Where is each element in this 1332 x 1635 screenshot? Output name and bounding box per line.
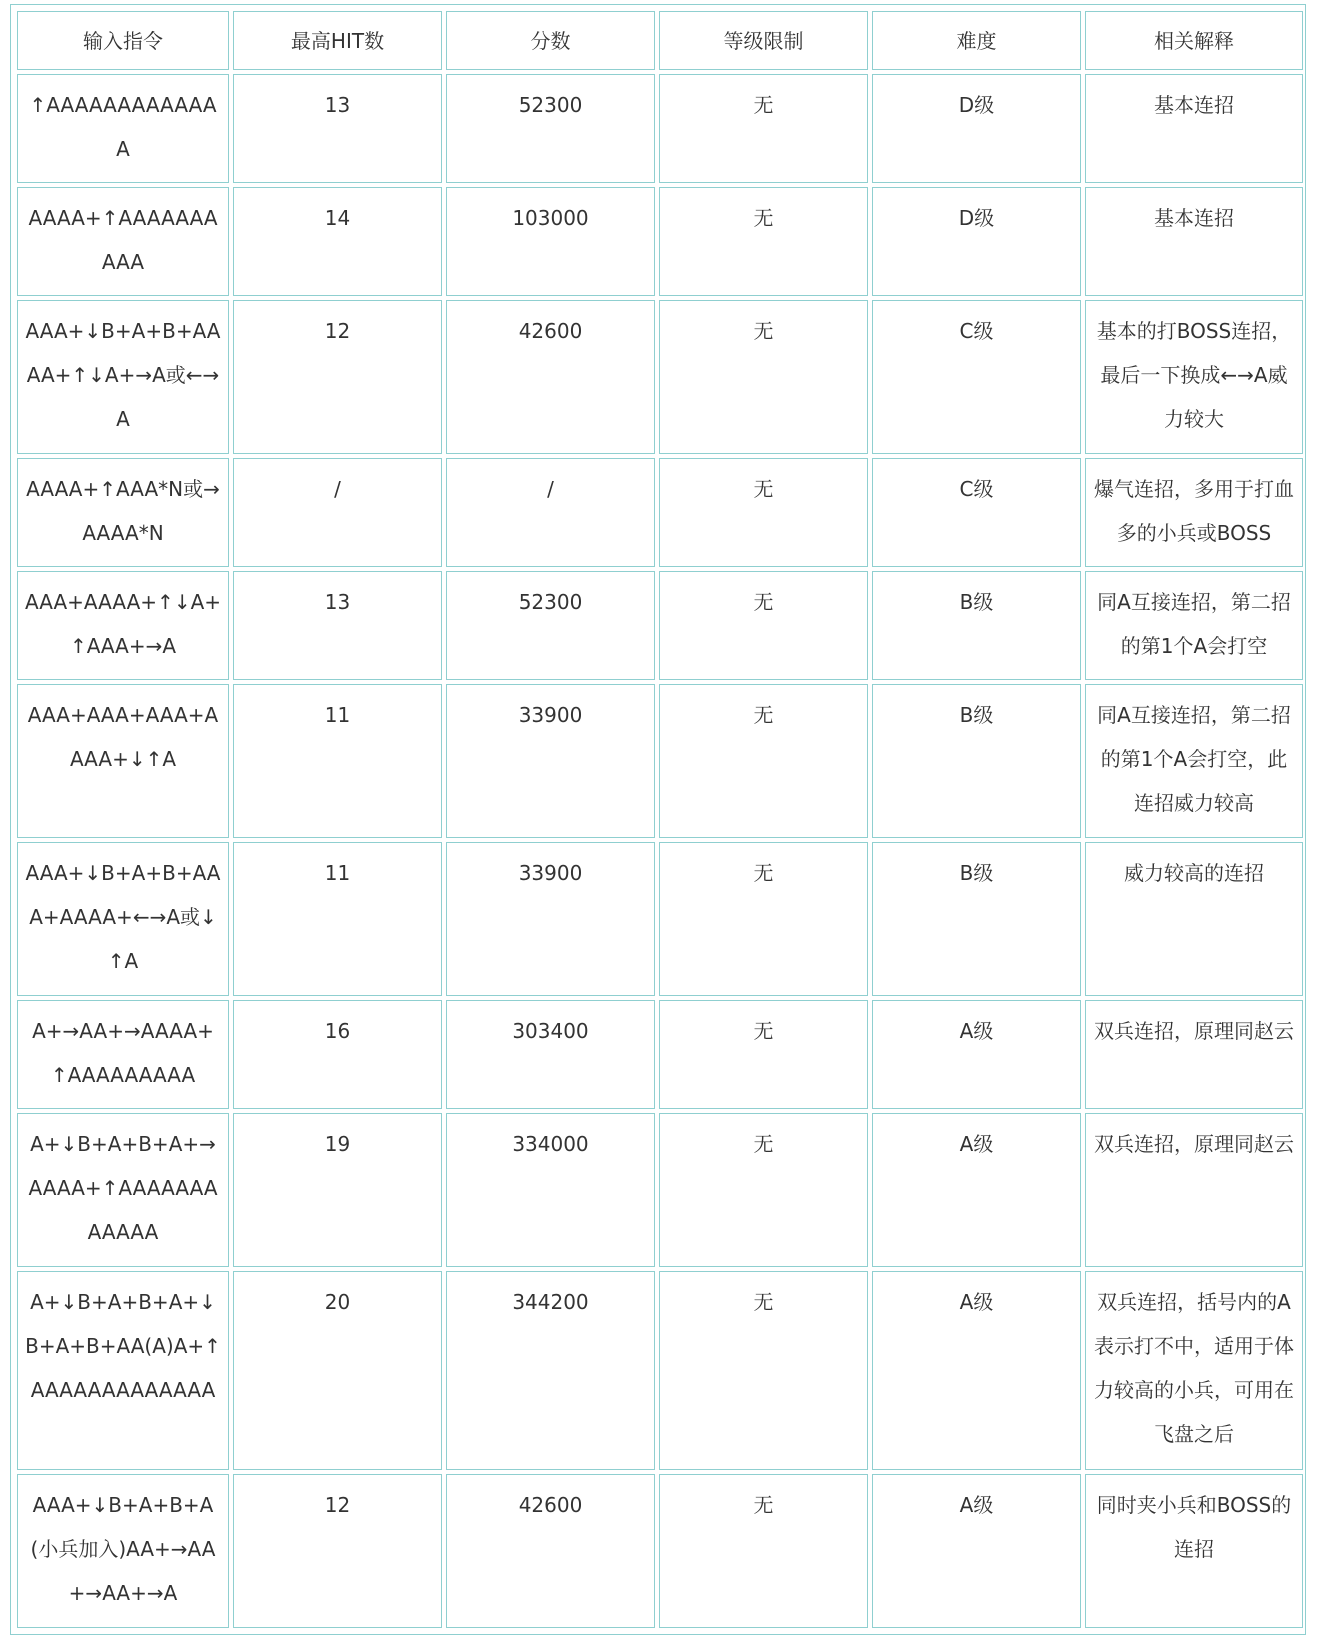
cell-level: 无 — [659, 684, 868, 838]
cell-difficulty: C级 — [872, 300, 1081, 454]
table-row — [17, 458, 1303, 567]
table-row — [17, 1000, 1303, 1109]
cell-hits: 12 — [233, 300, 442, 454]
cell-score: 42600 — [446, 300, 655, 454]
cell-score: 42600 — [446, 1474, 655, 1628]
cell-hits: 13 — [233, 74, 442, 183]
cell-input: AAAA+↑AAAAAAAAAA — [17, 187, 229, 296]
cell-difficulty: B级 — [872, 842, 1081, 996]
cell-hits: 13 — [233, 571, 442, 680]
cell-level: 无 — [659, 458, 868, 567]
table-row — [17, 1113, 1303, 1267]
header-difficulty: 难度 — [872, 11, 1081, 70]
cell-note: 基本的打BOSS连招，最后一下换成←→A威力较大 — [1085, 300, 1303, 454]
cell-difficulty: A级 — [872, 1113, 1081, 1267]
combo-table — [13, 7, 1307, 1632]
cell-note: 基本连招 — [1085, 74, 1303, 183]
table-row — [17, 1271, 1303, 1470]
cell-level: 无 — [659, 571, 868, 680]
table-row — [17, 571, 1303, 680]
header-score: 分数 — [446, 11, 655, 70]
cell-difficulty: C级 — [872, 458, 1081, 567]
cell-level: 无 — [659, 1271, 868, 1470]
cell-input: A+↓B+A+B+A+→AAAA+↑AAAAAAAAAAAA — [17, 1113, 229, 1267]
cell-level: 无 — [659, 300, 868, 454]
table-header-row — [17, 11, 1303, 70]
cell-note: 威力较高的连招 — [1085, 842, 1303, 996]
cell-score: 303400 — [446, 1000, 655, 1109]
cell-input: A+↓B+A+B+A+↓B+A+B+AA(A)A+↑AAAAAAAAAAAAA — [17, 1271, 229, 1470]
header-note: 相关解释 — [1085, 11, 1303, 70]
cell-note: 同时夹小兵和BOSS的连招 — [1085, 1474, 1303, 1628]
cell-note: 爆气连招，多用于打血多的小兵或BOSS — [1085, 458, 1303, 567]
cell-hits: 11 — [233, 842, 442, 996]
cell-note: 基本连招 — [1085, 187, 1303, 296]
cell-input: AAA+↓B+A+B+A(小兵加入)AA+→AA+→AA+→A — [17, 1474, 229, 1628]
table-row — [17, 1474, 1303, 1628]
cell-level: 无 — [659, 1000, 868, 1109]
cell-note: 双兵连招，原理同赵云 — [1085, 1113, 1303, 1267]
header-input: 输入指令 — [17, 11, 229, 70]
cell-difficulty: B级 — [872, 571, 1081, 680]
cell-note: 双兵连招，括号内的A表示打不中，适用于体力较高的小兵，可用在飞盘之后 — [1085, 1271, 1303, 1470]
header-level: 等级限制 — [659, 11, 868, 70]
cell-input: AAA+AAAA+↑↓A+↑AAA+→A — [17, 571, 229, 680]
cell-score: / — [446, 458, 655, 567]
table-row — [17, 842, 1303, 996]
combo-table-container — [10, 4, 1306, 1635]
cell-note: 双兵连招，原理同赵云 — [1085, 1000, 1303, 1109]
cell-input: A+→AA+→AAAA+↑AAAAAAAAA — [17, 1000, 229, 1109]
cell-score: 52300 — [446, 74, 655, 183]
cell-difficulty: A级 — [872, 1271, 1081, 1470]
header-hits: 最高HIT数 — [233, 11, 442, 70]
cell-difficulty: D级 — [872, 74, 1081, 183]
cell-level: 无 — [659, 74, 868, 183]
cell-hits: 11 — [233, 684, 442, 838]
cell-input: AAA+AAA+AAA+AAAA+↓↑A — [17, 684, 229, 838]
cell-hits: 20 — [233, 1271, 442, 1470]
cell-difficulty: A级 — [872, 1474, 1081, 1628]
cell-difficulty: A级 — [872, 1000, 1081, 1109]
cell-score: 33900 — [446, 684, 655, 838]
cell-hits: 14 — [233, 187, 442, 296]
cell-level: 无 — [659, 1474, 868, 1628]
cell-score: 33900 — [446, 842, 655, 996]
cell-note: 同A互接连招，第二招的第1个A会打空，此连招威力较高 — [1085, 684, 1303, 838]
cell-score: 344200 — [446, 1271, 655, 1470]
table-row — [17, 300, 1303, 454]
table-row — [17, 187, 1303, 296]
cell-score: 52300 — [446, 571, 655, 680]
cell-difficulty: D级 — [872, 187, 1081, 296]
cell-score: 334000 — [446, 1113, 655, 1267]
cell-difficulty: B级 — [872, 684, 1081, 838]
cell-level: 无 — [659, 1113, 868, 1267]
cell-input: AAA+↓B+A+B+AAAA+↑↓A+→A或←→A — [17, 300, 229, 454]
cell-input: ↑AAAAAAAAAAAAA — [17, 74, 229, 183]
table-row — [17, 74, 1303, 183]
cell-input: AAAA+↑AAA*N或→AAAA*N — [17, 458, 229, 567]
cell-hits: 19 — [233, 1113, 442, 1267]
cell-input: AAA+↓B+A+B+AAA+AAAA+←→A或↓↑A — [17, 842, 229, 996]
cell-hits: 12 — [233, 1474, 442, 1628]
cell-hits: / — [233, 458, 442, 567]
table-row — [17, 684, 1303, 838]
cell-note: 同A互接连招，第二招的第1个A会打空 — [1085, 571, 1303, 680]
cell-score: 103000 — [446, 187, 655, 296]
cell-hits: 16 — [233, 1000, 442, 1109]
cell-level: 无 — [659, 187, 868, 296]
cell-level: 无 — [659, 842, 868, 996]
